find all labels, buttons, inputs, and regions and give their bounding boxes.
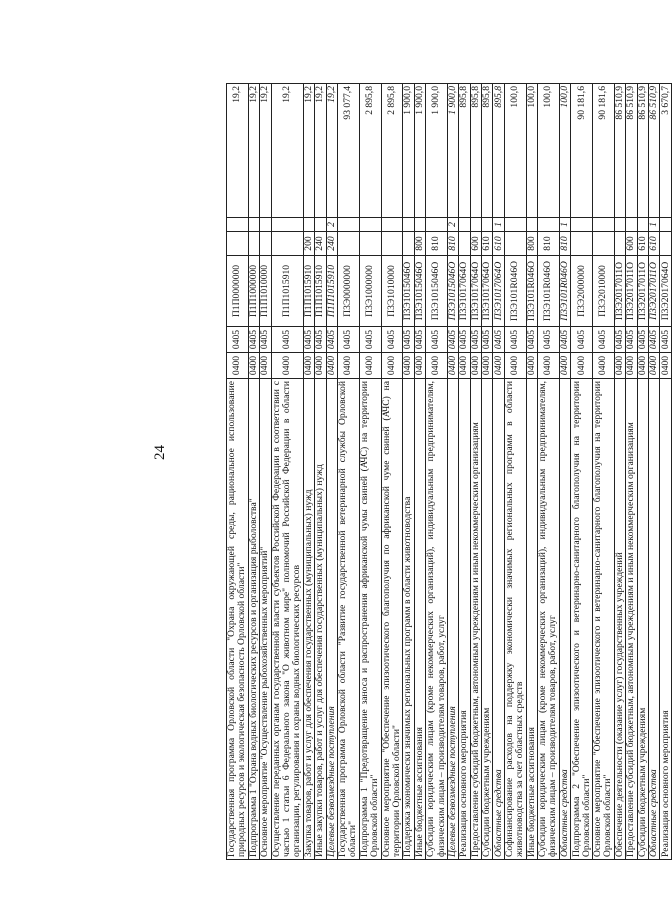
row-name: Предоставление субсидий бюджетным, автономным учреждениям и иным некоммерческим организациям <box>470 379 481 860</box>
row-expense-type-code: 200 <box>303 232 314 256</box>
row-name: Осуществление переданных органам государственной власти субъектов Российской Федерации в соответствии с частью 1 статьи 6 Федерального закона "О животном мире" полномочий Российской Федерации в области организации, регулирования и охраны водных биологических ресурсов <box>271 379 303 860</box>
row-target-article-code: П3Э2017011О <box>637 256 648 327</box>
row-subsection-code: 0405 <box>482 327 493 353</box>
row-target-article-code: П3Э1010000 <box>381 256 403 327</box>
row-target-article-code: П3Э2017011О <box>649 256 660 327</box>
row-amount: 1 900,0 <box>426 84 448 218</box>
row-target-article-code: П1П1010000 <box>260 256 271 327</box>
row-subsection-code: 0405 <box>660 327 671 353</box>
row-amount: 19,2 <box>303 84 314 218</box>
row-expense-type-code <box>459 232 470 256</box>
row-section-code: 0400 <box>526 353 537 379</box>
row-expense-type-code: 240 <box>315 232 326 256</box>
row-target-article-code: П1П1015910 <box>315 256 326 327</box>
row-subsection-code: 0405 <box>447 327 458 353</box>
row-section-code: 0400 <box>614 353 625 379</box>
row-name: Основное мероприятие "Обеспечение эпизоотического благополучия по африканской чуме свиней (АЧС) на территории Орловской области" <box>381 379 403 860</box>
row-name: Областные средства <box>649 379 660 860</box>
row-section-code: 0400 <box>637 353 648 379</box>
row-expense-type-code: 600 <box>626 232 637 256</box>
row-target-article-code: П1П1015910 <box>271 256 303 327</box>
row-name: Подпрограмма 1 "Предотвращение заноса и распространения африканской чумы свиней (АЧС) на территории Орловской области" <box>359 379 381 860</box>
row-name: Иные закупки товаров, работ и услуг для обеспечения государственных (муниципальных) нужд <box>315 379 326 860</box>
row-source-code: 1 <box>559 218 570 232</box>
row-subsection-code: 0405 <box>459 327 470 353</box>
row-expense-type-code: 810 <box>426 232 448 256</box>
row-expense-type-code: 800 <box>526 232 537 256</box>
row-expense-type-code: 610 <box>482 232 493 256</box>
row-section-code: 0400 <box>227 353 249 379</box>
row-target-article-code: П3Э2000000 <box>571 256 593 327</box>
table-row <box>381 84 403 860</box>
row-source-code <box>303 218 314 232</box>
row-expense-type-code <box>571 232 593 256</box>
row-name: Иные бюджетные ассигнования <box>526 379 537 860</box>
row-amount: 895,8 <box>493 84 504 218</box>
table-row <box>559 84 570 860</box>
row-expense-type-code: 810 <box>447 232 458 256</box>
row-expense-type-code <box>359 232 381 256</box>
row-name: Подпрограмма 1 "Охрана водных биологических ресурсов и организация рыболовства" <box>248 379 259 860</box>
table-row <box>248 84 259 860</box>
row-subsection-code: 0405 <box>260 327 271 353</box>
row-expense-type-code: 610 <box>637 232 648 256</box>
row-section-code: 0400 <box>504 353 526 379</box>
row-source-code: 1 <box>649 218 660 232</box>
row-expense-type-code <box>337 232 359 256</box>
row-section-code: 0400 <box>315 353 326 379</box>
row-amount: 2 895,8 <box>359 84 381 218</box>
row-target-article-code: П1П1015910 <box>326 256 337 327</box>
row-amount: 19,2 <box>227 84 249 218</box>
row-section-code: 0400 <box>381 353 403 379</box>
row-amount: 90 181,6 <box>593 84 615 218</box>
row-amount: 19,2 <box>248 84 259 218</box>
table-row <box>649 84 660 860</box>
row-subsection-code: 0405 <box>315 327 326 353</box>
row-section-code: 0400 <box>571 353 593 379</box>
row-expense-type-code <box>381 232 403 256</box>
row-amount: 19,2 <box>271 84 303 218</box>
row-section-code: 0400 <box>593 353 615 379</box>
row-source-code <box>337 218 359 232</box>
row-subsection-code: 0405 <box>326 327 337 353</box>
row-amount: 1 900,0 <box>414 84 425 218</box>
table-row <box>493 84 504 860</box>
row-amount: 100,0 <box>504 84 526 218</box>
row-subsection-code: 0405 <box>637 327 648 353</box>
row-name: Обеспечение деятельности (оказание услуг) государственных учреждений <box>614 379 625 860</box>
table-row <box>447 84 458 860</box>
table-row <box>315 84 326 860</box>
table-row <box>593 84 615 860</box>
row-amount: 19,2 <box>326 84 337 218</box>
row-section-code: 0400 <box>403 353 414 379</box>
row-target-article-code: П3Э2010000 <box>593 256 615 327</box>
row-name: Предоставление субсидий бюджетным, автономным учреждениям и иным некоммерческим организациям <box>626 379 637 860</box>
table-row <box>660 84 671 860</box>
row-name: Реализация основного мероприятия <box>459 379 470 860</box>
row-target-article-code: П3Э1017064О <box>482 256 493 327</box>
row-subsection-code: 0405 <box>504 327 526 353</box>
table-row <box>403 84 414 860</box>
row-expense-type-code <box>593 232 615 256</box>
row-expense-type-code <box>260 232 271 256</box>
row-section-code: 0400 <box>426 353 448 379</box>
row-subsection-code: 0405 <box>414 327 425 353</box>
table-row <box>482 84 493 860</box>
row-source-code <box>248 218 259 232</box>
row-amount: 93 077,4 <box>337 84 359 218</box>
row-target-article-code: П3Э2017064О <box>660 256 671 327</box>
row-expense-type-code: 800 <box>414 232 425 256</box>
row-target-article-code: П3Э101R046О <box>526 256 537 327</box>
row-section-code: 0400 <box>303 353 314 379</box>
row-source-code <box>538 218 560 232</box>
table-row <box>326 84 337 860</box>
row-name: Поддержка экономически значимых региональных программ в области животноводства <box>403 379 414 860</box>
row-subsection-code: 0405 <box>593 327 615 353</box>
row-expense-type-code <box>271 232 303 256</box>
row-amount: 1 900,0 <box>447 84 458 218</box>
row-section-code: 0400 <box>326 353 337 379</box>
row-subsection-code: 0405 <box>538 327 560 353</box>
row-name: Областные средства <box>559 379 570 860</box>
row-subsection-code: 0405 <box>337 327 359 353</box>
budget-table-body <box>227 84 672 860</box>
row-subsection-code: 0405 <box>493 327 504 353</box>
row-section-code: 0400 <box>447 353 458 379</box>
row-name: Целевые безвозмездные поступления <box>326 379 337 860</box>
row-subsection-code: 0405 <box>526 327 537 353</box>
row-target-article-code: П3Э2017011О <box>626 256 637 327</box>
table-row <box>271 84 303 860</box>
table-row <box>470 84 481 860</box>
table-row <box>459 84 470 860</box>
row-source-code <box>614 218 625 232</box>
row-expense-type-code <box>227 232 249 256</box>
row-source-code <box>571 218 593 232</box>
row-subsection-code: 0405 <box>359 327 381 353</box>
row-target-article-code: П3Э1017064О <box>459 256 470 327</box>
row-section-code: 0400 <box>538 353 560 379</box>
row-section-code: 0400 <box>649 353 660 379</box>
row-section-code: 0400 <box>359 353 381 379</box>
row-name: Основное мероприятие "Осуществление рыбохозяйственных мероприятий" <box>260 379 271 860</box>
row-source-code <box>526 218 537 232</box>
row-target-article-code: П3Э1015046О <box>414 256 425 327</box>
row-section-code: 0400 <box>660 353 671 379</box>
row-name: Реализация основного мероприятия <box>660 379 671 860</box>
row-expense-type-code <box>614 232 625 256</box>
row-name: Субсидии юридическим лицам (кроме некоммерческих организаций), индивидуальным предпринимателям, физическим лицам – производителям товаров, работ, услуг <box>538 379 560 860</box>
row-subsection-code: 0405 <box>227 327 249 353</box>
row-amount: 19,2 <box>260 84 271 218</box>
row-source-code <box>403 218 414 232</box>
row-name: Субсидии бюджетным учреждениям <box>637 379 648 860</box>
row-source-code <box>271 218 303 232</box>
row-name: Государственная программа Орловской области "Развитие государственной ветеринарной службы Орловской области" <box>337 379 359 860</box>
row-source-code <box>260 218 271 232</box>
row-amount: 1 900,0 <box>403 84 414 218</box>
row-name: Субсидии бюджетным учреждениям <box>482 379 493 860</box>
row-amount: 86 510,9 <box>637 84 648 218</box>
row-amount: 100,0 <box>526 84 537 218</box>
row-target-article-code: П1П1015910 <box>303 256 314 327</box>
row-name: Софинансирование расходов на поддержку экономически значимых региональных программ в области животноводства за счет областных средств <box>504 379 526 860</box>
row-name: Государственная программа Орловской области "Охрана окружающей среды, рациональное использование природных ресурсов и экологическая безопасность Орловской области" <box>227 379 249 860</box>
table-row <box>303 84 314 860</box>
row-expense-type-code <box>403 232 414 256</box>
row-section-code: 0400 <box>414 353 425 379</box>
row-amount: 100,0 <box>559 84 570 218</box>
row-section-code: 0400 <box>271 353 303 379</box>
row-name: Подпрограмма 2 "Обеспечение эпизоотического и ветеринарно-санитарного благополучия на территории Орловской области" <box>571 379 593 860</box>
row-expense-type-code: 240 <box>326 232 337 256</box>
row-amount: 86 510,9 <box>649 84 660 218</box>
table-row <box>359 84 381 860</box>
budget-table <box>226 83 672 860</box>
row-source-code <box>482 218 493 232</box>
table-row <box>426 84 448 860</box>
row-name: Целевые безвозмездные поступления <box>447 379 458 860</box>
row-section-code: 0400 <box>337 353 359 379</box>
row-source-code <box>637 218 648 232</box>
row-section-code: 0400 <box>626 353 637 379</box>
row-expense-type-code: 610 <box>493 232 504 256</box>
row-target-article-code: П1П0000000 <box>227 256 249 327</box>
row-source-code: 2 <box>447 218 458 232</box>
row-target-article-code: П3Э1017064О <box>493 256 504 327</box>
row-source-code <box>315 218 326 232</box>
row-target-article-code: П3Э1015046О <box>403 256 414 327</box>
row-name: Субсидии юридическим лицам (кроме некоммерческих организаций), индивидуальным предпринимателям, физическим лицам – производителям товаров, работ, услуг <box>426 379 448 860</box>
row-source-code <box>414 218 425 232</box>
row-subsection-code: 0405 <box>614 327 625 353</box>
row-target-article-code: П3Э1017064О <box>470 256 481 327</box>
row-section-code: 0400 <box>493 353 504 379</box>
row-subsection-code: 0405 <box>626 327 637 353</box>
row-expense-type-code: 600 <box>470 232 481 256</box>
row-amount: 90 181,6 <box>571 84 593 218</box>
row-name: Основное мероприятие "Обеспечение эпизоотического и ветеринарно-санитарного благополучия на территории Орловской области" <box>593 379 615 860</box>
row-source-code <box>359 218 381 232</box>
row-source-code <box>470 218 481 232</box>
row-source-code <box>227 218 249 232</box>
table-row <box>626 84 637 860</box>
row-target-article-code: П1П1000000 <box>248 256 259 327</box>
table-row <box>504 84 526 860</box>
row-amount: 3 670,7 <box>660 84 671 218</box>
row-amount: 19,2 <box>315 84 326 218</box>
row-section-code: 0400 <box>260 353 271 379</box>
row-source-code <box>426 218 448 232</box>
row-name: Закупка товаров, работ и услуг для обеспечения государственных (муниципальных) нужд <box>303 379 314 860</box>
row-subsection-code: 0405 <box>559 327 570 353</box>
row-amount: 86 510,9 <box>626 84 637 218</box>
row-amount: 895,8 <box>459 84 470 218</box>
table-row <box>227 84 249 860</box>
row-source-code: 1 <box>493 218 504 232</box>
row-name: Областные средства <box>493 379 504 860</box>
row-amount: 895,8 <box>470 84 481 218</box>
row-expense-type-code <box>660 232 671 256</box>
row-subsection-code: 0405 <box>381 327 403 353</box>
row-amount: 895,8 <box>482 84 493 218</box>
row-source-code: 2 <box>326 218 337 232</box>
table-row <box>571 84 593 860</box>
row-source-code <box>459 218 470 232</box>
row-subsection-code: 0405 <box>271 327 303 353</box>
row-subsection-code: 0405 <box>426 327 448 353</box>
row-target-article-code: П3Э0000000 <box>337 256 359 327</box>
table-row <box>414 84 425 860</box>
row-source-code <box>593 218 615 232</box>
row-source-code <box>660 218 671 232</box>
row-expense-type-code: 810 <box>538 232 560 256</box>
row-section-code: 0400 <box>459 353 470 379</box>
row-subsection-code: 0405 <box>470 327 481 353</box>
row-source-code <box>381 218 403 232</box>
row-target-article-code: П3Э1015046О <box>447 256 458 327</box>
row-subsection-code: 0405 <box>248 327 259 353</box>
row-source-code <box>626 218 637 232</box>
row-source-code <box>504 218 526 232</box>
table-row <box>260 84 271 860</box>
row-target-article-code: П3Э1015046О <box>426 256 448 327</box>
row-target-article-code: П3Э101R046О <box>559 256 570 327</box>
row-target-article-code: П3Э1000000 <box>359 256 381 327</box>
row-target-article-code: П3Э101R046О <box>504 256 526 327</box>
row-section-code: 0400 <box>470 353 481 379</box>
row-name: Иные бюджетные ассигнования <box>414 379 425 860</box>
row-expense-type-code <box>248 232 259 256</box>
table-row <box>538 84 560 860</box>
row-expense-type-code: 610 <box>649 232 660 256</box>
row-amount: 100,0 <box>538 84 560 218</box>
row-subsection-code: 0405 <box>649 327 660 353</box>
table-row <box>337 84 359 860</box>
row-amount: 2 895,8 <box>381 84 403 218</box>
table-row <box>614 84 625 860</box>
page-number: 24 <box>152 445 168 460</box>
row-amount: 86 510,9 <box>614 84 625 218</box>
row-expense-type-code <box>504 232 526 256</box>
row-target-article-code: П3Э2017011О <box>614 256 625 327</box>
row-subsection-code: 0405 <box>571 327 593 353</box>
row-section-code: 0400 <box>248 353 259 379</box>
row-subsection-code: 0405 <box>303 327 314 353</box>
row-section-code: 0400 <box>482 353 493 379</box>
row-target-article-code: П3Э101R046О <box>538 256 560 327</box>
row-subsection-code: 0405 <box>403 327 414 353</box>
row-expense-type-code: 810 <box>559 232 570 256</box>
table-row <box>526 84 537 860</box>
table-row <box>637 84 648 860</box>
row-section-code: 0400 <box>559 353 570 379</box>
